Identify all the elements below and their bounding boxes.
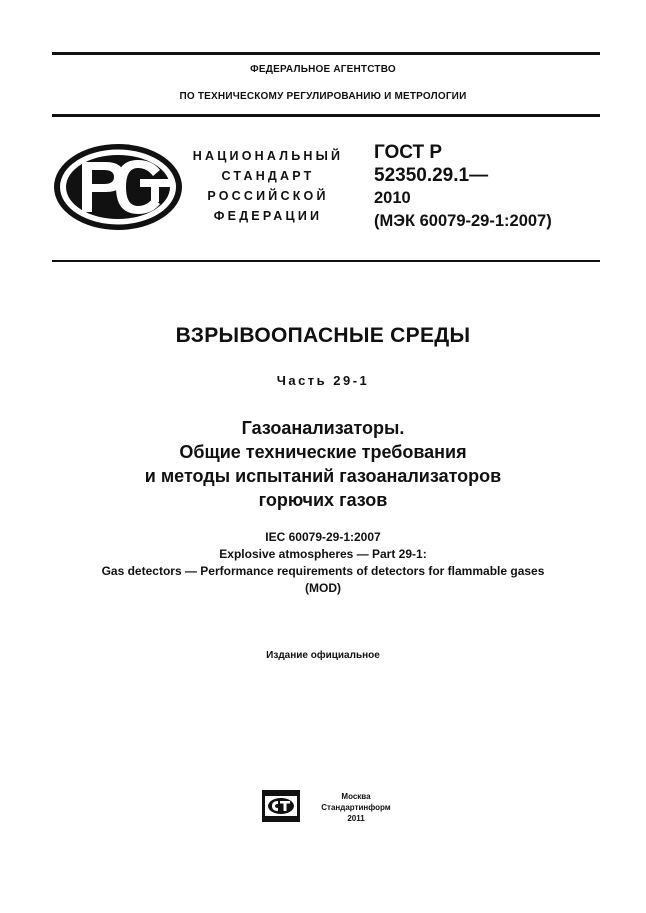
part-number: Часть 29-1 [276,373,370,388]
gost-line-2: 52350.29.1— [374,165,489,186]
iec-reference [0,529,646,597]
national-line-3: РОССИЙСКОЙ [207,189,329,203]
national-line-2: СТАНДАРТ [221,169,315,183]
block-rule [52,260,600,262]
subtitle-line-4: горючих газов [258,490,388,510]
document-subtitle [0,416,646,512]
gost-line-1: ГОСТ Р [374,142,443,163]
iec-line-2: Explosive atmospheres — Part 29-1: [219,547,427,561]
national-line-4: ФЕДЕРАЦИИ [213,209,323,223]
iec-line-1: IEC 60079-29-1:2007 [265,530,381,544]
gost-designation [374,141,552,233]
national-standard-label [168,146,368,226]
publisher-city: Москва [341,792,371,801]
top-rule [52,52,600,55]
subtitle-line-1: Газоанализаторы. [241,418,405,438]
gost-line-4: (МЭК 60079-29-1:2007) [374,212,552,230]
edition-label: Издание официальное [266,650,380,661]
document-title: ВЗРЫВООПАСНЫЕ СРЕДЫ [175,324,471,347]
national-line-1: НАЦИОНАЛЬНЫЙ [192,149,344,163]
gost-line-3: 2010 [374,189,411,207]
subtitle-line-3: и методы испытаний газоанализаторов [144,466,502,486]
publisher-info [306,791,406,824]
subtitle-line-2: Общие технические требования [179,442,467,462]
agency-line-2: ПО ТЕХНИЧЕСКОМУ РЕГУЛИРОВАНИЮ И МЕТРОЛОГИИ [179,91,467,102]
rst-certification-mark-icon [52,142,184,232]
publisher-name: Стандартинформ [321,803,391,812]
standartinform-logo-icon [262,790,300,822]
iec-line-4: (MOD) [305,581,341,595]
iec-line-3: Gas detectors — Performance requirements of detectors for flammable gases [101,564,545,578]
header-rule [52,114,600,117]
publisher-year: 2011 [347,814,365,823]
agency-line-1: ФЕДЕРАЛЬНОЕ АГЕНТСТВО [250,64,396,75]
